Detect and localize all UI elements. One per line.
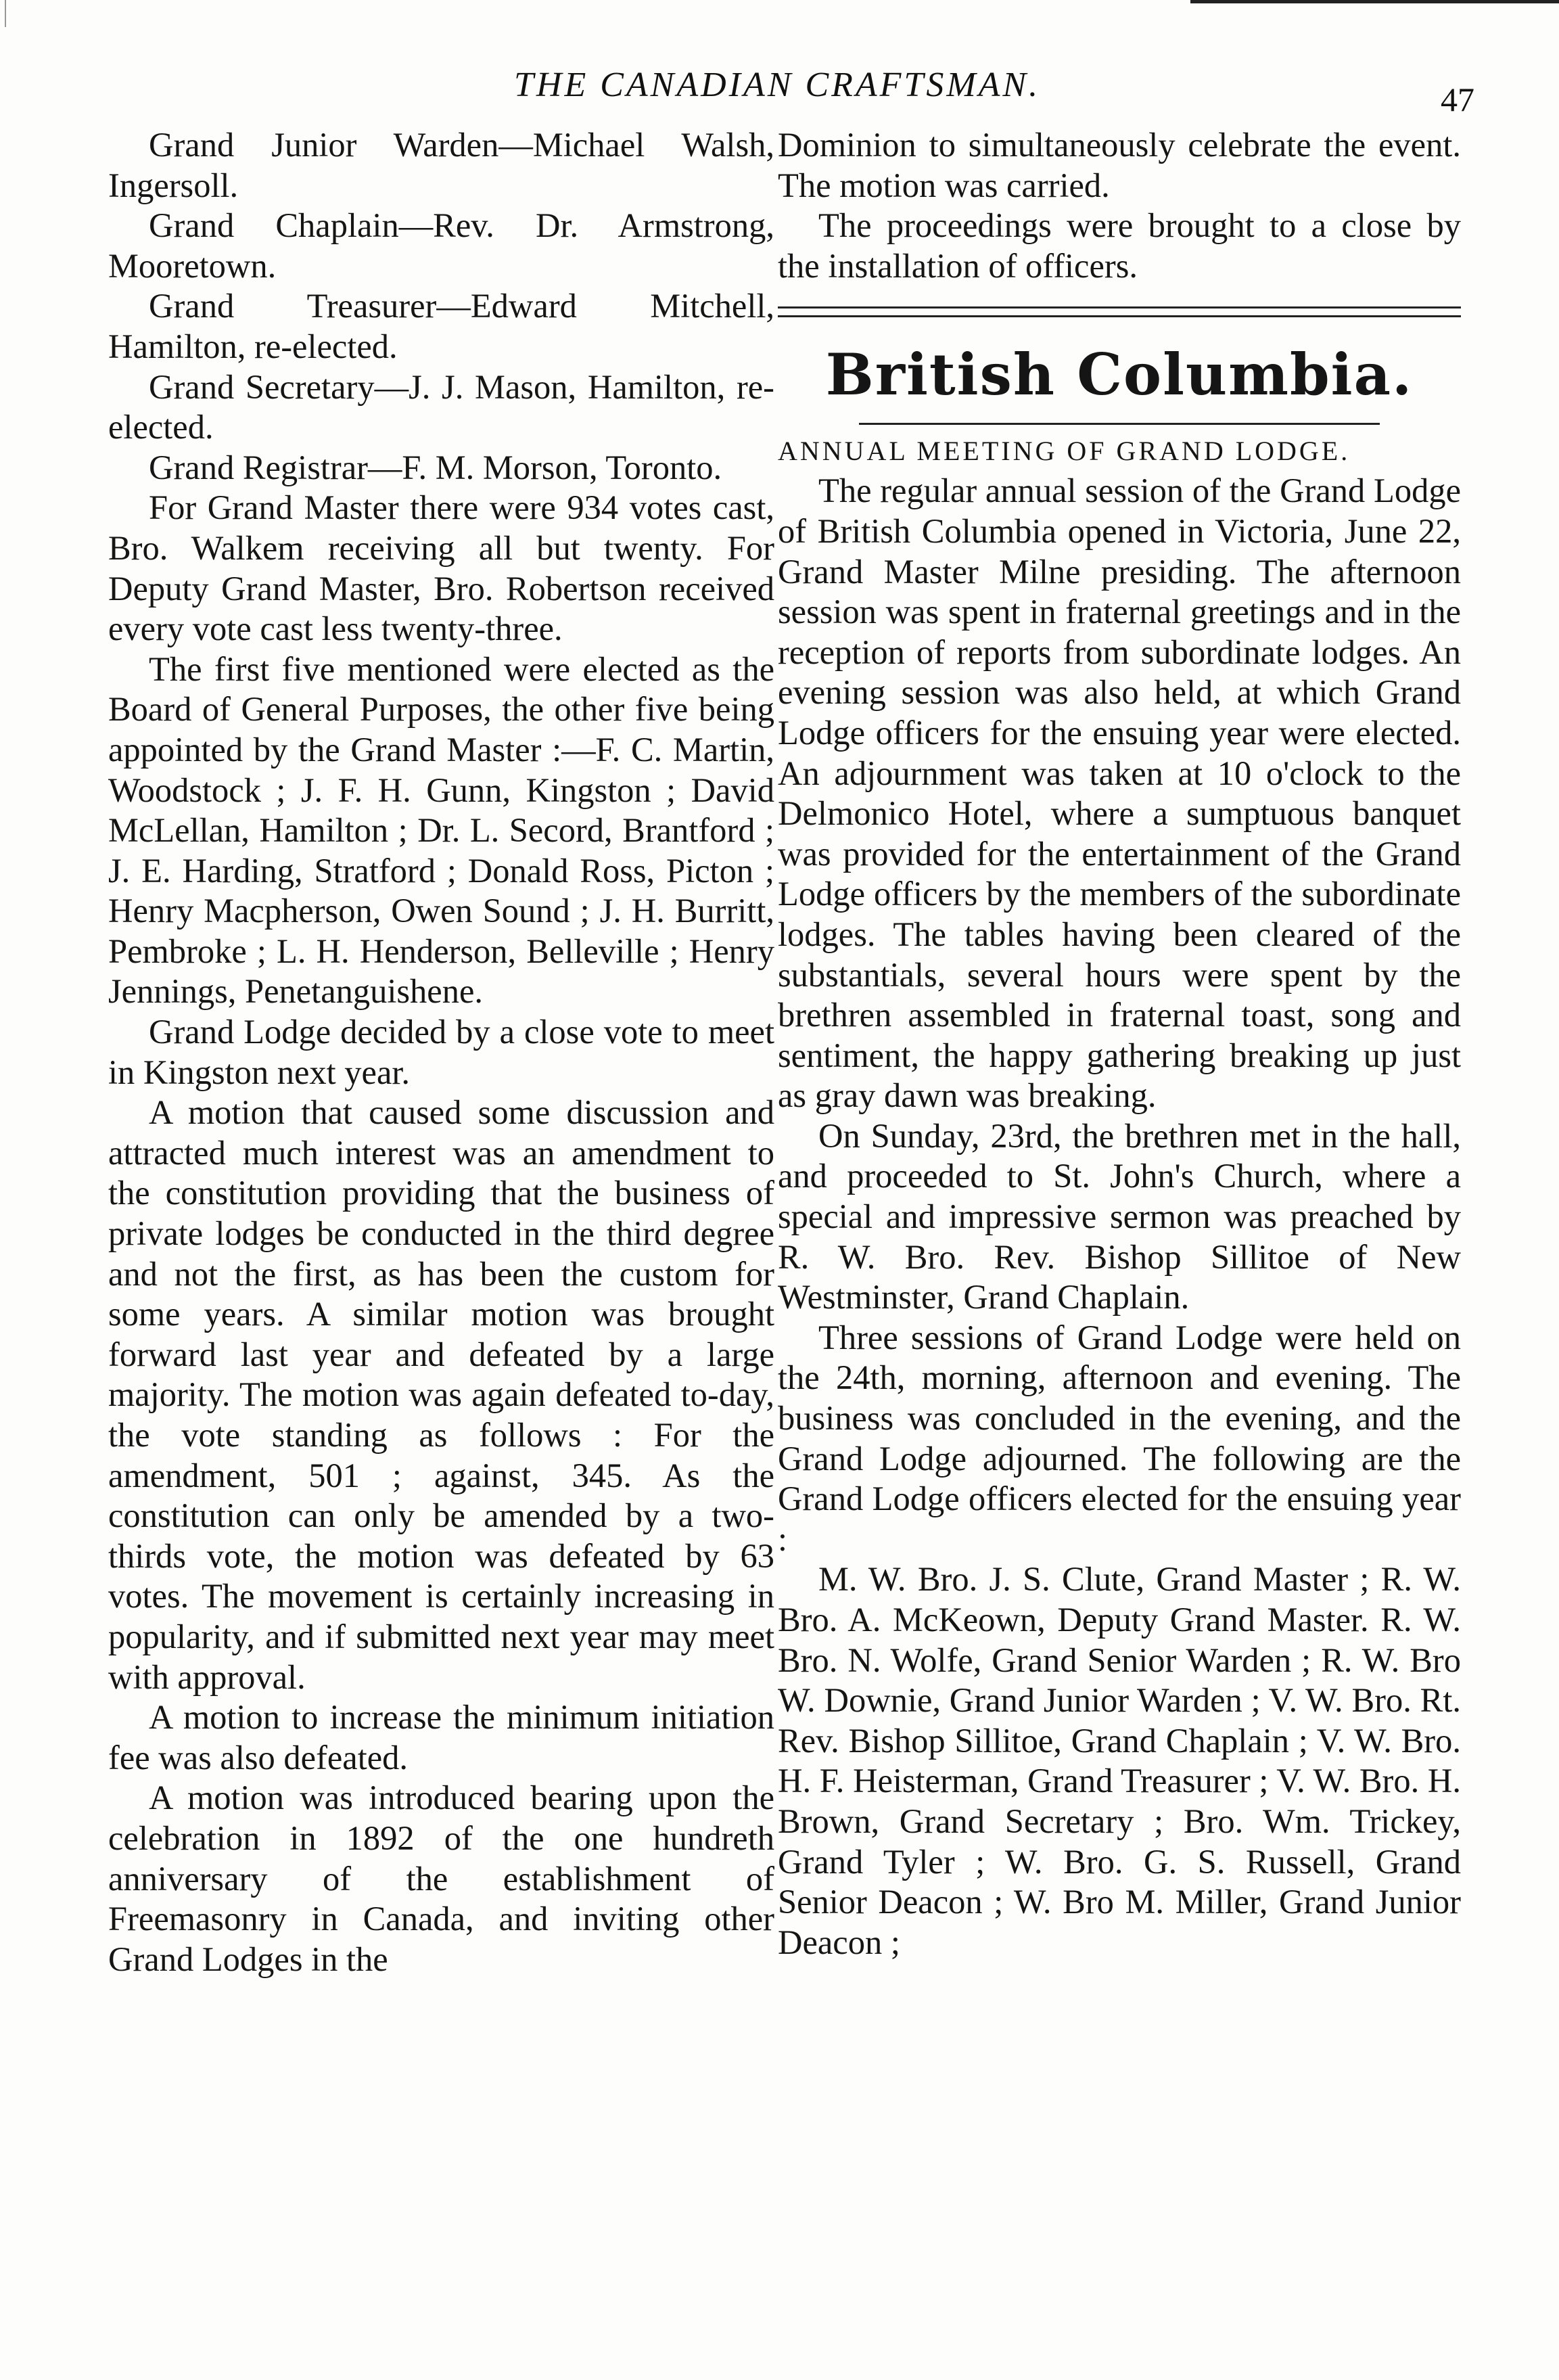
paragraph: A motion to increase the minimum initiation fee was also defeated. xyxy=(108,1698,774,1777)
closing-paragraph: The proceedings were brought to a close by the installation of officers. xyxy=(778,206,1461,285)
running-title: THE CANADIAN CRAFTSMAN. xyxy=(514,66,1041,104)
paragraph: The first five mentioned were elected as the Board of General Purposes, the other five being appointed by the Grand Master :—F. C. Martin, Woodstock ; J. F. H. Gunn, Kingston ; David McLellan, Hamilton ; Dr. L. Secord, Brantford ; J. E. Harding, Stratford ; Donald Ross, Picton ; Henry Macpherson, Owen Sound ; J. H. Burritt, Pembroke ; L. H. Henderson, Belleville ; Henry Jennings, Penetanguishene. xyxy=(108,649,774,1011)
paragraph: The regular annual session of the Grand Lodge of British Columbia opened in Victoria, June 22, Grand Master Milne presiding. The afternoon session was spent in fraternal greetings and in the reception of reports from subordinate lodges. An evening session was also held, at which Grand Lodge officers for the ensuing year were elected. An adjournment was taken at 10 o'clock to the Delmonico Hotel, where a sumptuous banquet was provided for the entertainment of the Grand Lodge officers by the members of the subordinate lodges. The tables having been cleared of the substantials, several hours were spent by the brethren assembled in fraternal toast, song and sentiment, the happy gathering breaking up just as gray dawn was breaking. xyxy=(778,472,1461,1115)
paragraph: Grand Registrar—F. M. Morson, Toronto. xyxy=(149,448,722,486)
paragraph: For Grand Master there were 934 votes cast, Bro. Walkem receiving all but twenty. For Deputy Grand Master, Bro. Robertson received every vote cast less twenty-three. xyxy=(108,488,774,648)
right-column xyxy=(778,125,1461,2358)
paragraph: M. W. Bro. J. S. Clute, Grand Master ; R. W. Bro. A. McKeown, Deputy Grand Master. R. W. Bro. N. Wolfe, Grand Senior Warden ; R. W. Bro W. Downie, Grand Junior Warden ; V. W. Bro. Rt. Rev. Bishop Sillitoe, Grand Chaplain ; V. W. Bro. H. F. Heisterman, Grand Treasurer ; V. W. Bro. H. Brown, Grand Secretary ; Bro. Wm. Trickey, Grand Tyler ; W. Bro. G. S. Russell, Grand Senior Deacon ; W. Bro M. Miller, Grand Junior Deacon ; xyxy=(778,1560,1461,1961)
paragraph: On Sunday, 23rd, the brethren met in the hall, and proceeded to St. John's Church, where a special and impressive sermon was preached by R. W. Bro. Rev. Bishop Sillitoe of New Westminster, Grand Chaplain. xyxy=(778,1116,1461,1317)
margin-tick xyxy=(5,0,6,27)
paragraph: Grand Lodge decided by a close vote to meet in Kingston next year. xyxy=(108,1013,774,1091)
section-title: British Columbia. xyxy=(825,341,1414,409)
subheading: ANNUAL MEETING OF GRAND LODGE. xyxy=(778,436,1351,467)
paragraph: Grand Secretary—J. J. Mason, Hamilton, re-elected. xyxy=(108,367,774,447)
continuation-paragraph: Dominion to simultaneously celebrate the event. The motion was carried. xyxy=(778,126,1461,204)
title-underline xyxy=(859,423,1380,425)
top-edge-rule xyxy=(1190,0,1559,3)
paragraph: Grand Treasurer—Edward Mitchell, Hamilton, re-elected. xyxy=(108,287,774,365)
paragraph: Grand Junior Warden—Michael Walsh, Ingersoll. xyxy=(108,126,774,204)
paragraph: Three sessions of Grand Lodge were held on the 24th, morning, afternoon and evening. The business was concluded in the evening, and the Grand Lodge adjourned. The following are the Grand Lodge officers elected for the ensuing year : xyxy=(778,1318,1461,1558)
paragraph: A motion was introduced bearing upon the celebration in 1892 of the one hundreth anniversary of the establishment of Freemasonry in Canada, and inviting other Grand Lodges in the xyxy=(108,1779,774,1978)
section-divider xyxy=(778,306,1461,317)
paragraph: Grand Chaplain—Rev. Dr. Armstrong, Mooretown. xyxy=(108,206,774,285)
paragraph: A motion that caused some discussion and attracted much interest was an amendment to the constitution providing that the business of private lodges be conducted in the third degree and not the first, as has been the custom for some years. A similar motion was brought forward last year and defeated by a large majority. The motion was again defeated to-day, the vote standing as follows : For the amendment, 501 ; against, 345. As the constitution can only be amended by a two-thirds vote, the motion was defeated by 63 votes. The movement is certainly increasing in popularity, and if submitted next year may meet with approval. xyxy=(108,1093,774,1696)
left-column xyxy=(108,125,774,2358)
page-number: 47 xyxy=(1441,81,1474,118)
page-header xyxy=(0,65,1559,126)
